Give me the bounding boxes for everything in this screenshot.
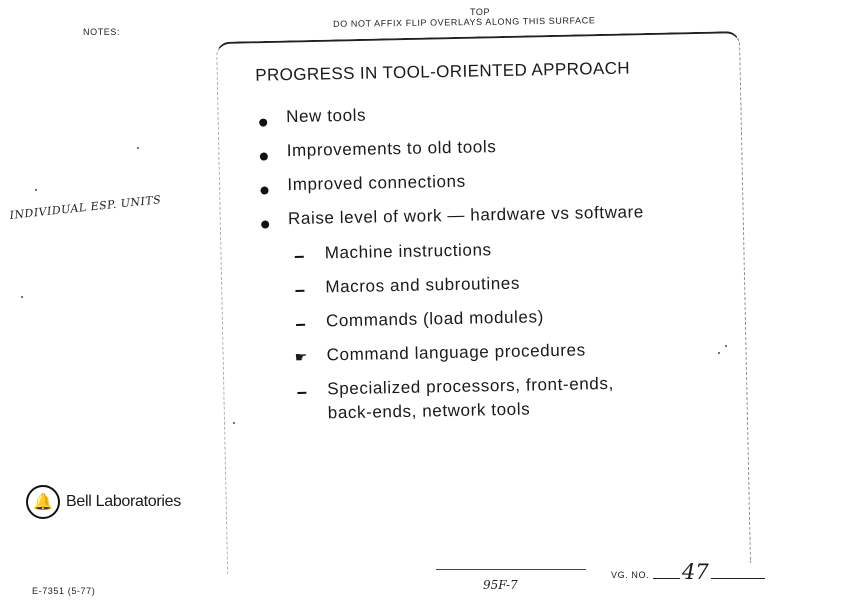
bullet-item: Improvements to old tools [286, 137, 497, 161]
bullet-item: Improved connections [287, 171, 466, 195]
vg-number-value: 47 [682, 560, 709, 584]
bell-logo-icon: 🔔 [26, 485, 60, 519]
bullet-item: New tools [285, 105, 367, 127]
sub-item-continuation: back-ends, network tools [327, 399, 531, 423]
scan-speck [725, 345, 727, 347]
handwritten-margin-note: INDIVIDUAL ESP. UNITS [9, 193, 162, 222]
bell-laboratories-logo [26, 485, 181, 519]
handwritten-code: 95F-7 [483, 578, 518, 592]
bullet-item: Raise level of work — hardware vs software [287, 202, 645, 229]
scan-speck [35, 189, 37, 191]
sub-item: Macros and subroutines [325, 273, 521, 297]
sub-item: Specialized processors, front-ends, [327, 373, 614, 399]
scan-speck [233, 422, 235, 424]
scan-speck [21, 296, 23, 298]
sub-item: Commands (load modules) [325, 307, 545, 331]
top-label: TOP [470, 7, 491, 17]
pointing-hand-icon: ☛ [294, 348, 308, 366]
logo-text: Bell Laboratories [66, 493, 181, 510]
dash-marker [296, 324, 305, 326]
slide-title: PROGRESS IN TOOL-ORIENTED APPROACH [255, 58, 631, 85]
footer-rule [436, 569, 586, 570]
dash-marker [295, 290, 304, 292]
scan-speck [137, 147, 139, 149]
scan-speck [718, 352, 720, 354]
sub-item: Machine instructions [324, 240, 492, 263]
dash-marker [297, 392, 306, 394]
affix-warning: DO NOT AFFIX FLIP OVERLAYS ALONG THIS SURFACE [333, 15, 596, 29]
form-number: E-7351 (5-77) [32, 586, 96, 596]
dash-marker [295, 256, 304, 258]
vg-number-label: VG. NO. [611, 570, 650, 580]
sub-item: Command language procedures [326, 340, 586, 365]
notes-label: NOTES: [83, 27, 121, 37]
